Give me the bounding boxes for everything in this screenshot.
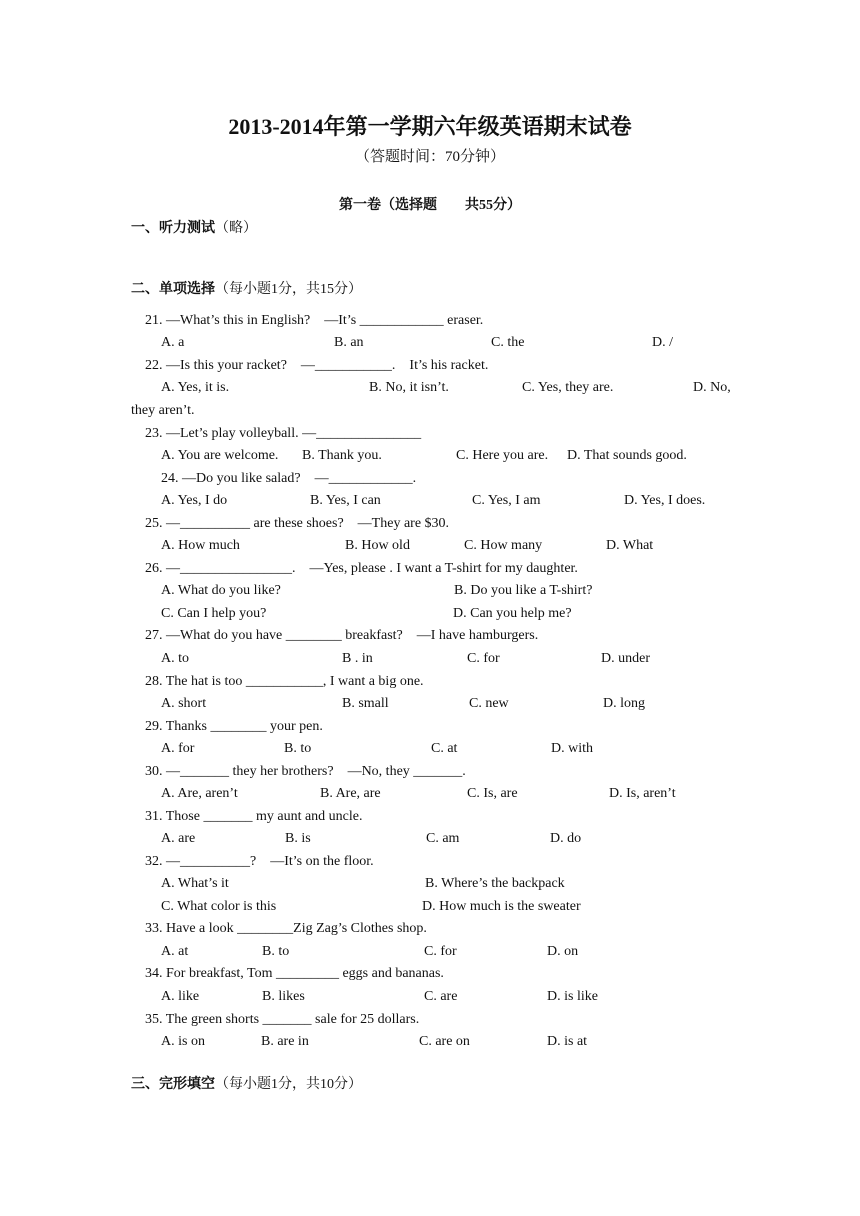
option-b: B. How old <box>345 538 410 553</box>
option-a: A. What do you like? <box>161 583 281 598</box>
option-b: B. Thank you. <box>302 448 382 463</box>
question-stem: 27. —What do you have ________ breakfast? —I have hamburgers. <box>145 628 539 643</box>
option-b: B. to <box>262 944 290 959</box>
option-d: D. is at <box>547 1034 588 1049</box>
option-d: D. That sounds good. <box>567 448 687 463</box>
option-d: D. / <box>652 335 673 350</box>
option-c: C. Is, are <box>467 786 518 801</box>
option-c: C. for <box>424 944 457 959</box>
question-stem: 34. For breakfast, Tom _________ eggs and bananas. <box>145 966 444 981</box>
option-c: C. are <box>424 989 458 1004</box>
option-c: C. are on <box>419 1034 470 1049</box>
question-stem: 21. —What’s this in English? —It’s ____________ eraser. <box>145 313 484 328</box>
option-d: D. under <box>601 651 650 666</box>
question-stem: 26. —________________. —Yes, please . I want a T-shirt for my daughter. <box>145 561 578 576</box>
volume-header: 第一卷（选择题 共55分） <box>339 198 521 213</box>
section-name: 二、单项选择 <box>131 282 215 297</box>
option-a: A. What’s it <box>161 876 229 891</box>
option-c: C. Can I help you? <box>161 606 267 621</box>
option-a: A. Yes, I do <box>161 493 228 508</box>
option-a: A. at <box>161 944 189 959</box>
option-d: D. Is, aren’t <box>609 786 676 801</box>
option-a: A. to <box>161 651 189 666</box>
option-a: A. like <box>161 989 200 1004</box>
section-name: 一、听力测试 <box>131 221 215 236</box>
option-c: C. Here you are. <box>456 448 549 463</box>
question-stem: 28. The hat is too ___________, I want a big one. <box>145 674 424 689</box>
option-a: A. for <box>161 741 195 756</box>
option-d: D. No, <box>693 380 731 395</box>
section-1-header <box>131 222 257 236</box>
option-b: B. to <box>284 741 312 756</box>
option-d: D. How much is the sweater <box>422 899 581 914</box>
question-stem: 24. —Do you like salad? —____________. <box>161 471 417 486</box>
option-b: B. Do you like a T-shirt? <box>454 583 593 598</box>
option-b: B. No, it isn’t. <box>369 380 449 395</box>
option-a: A. You are welcome. <box>161 448 279 463</box>
question-stem: 25. —__________ are these shoes? —They are $30. <box>145 516 450 531</box>
section-name: 三、完形填空 <box>131 1077 215 1092</box>
option-c: C. Yes, they are. <box>522 380 614 395</box>
question-stem: 29. Thanks ________ your pen. <box>145 719 323 734</box>
question-stem: 22. —Is this your racket? —___________. It’s his racket. <box>145 358 489 373</box>
option-a: A. is on <box>161 1034 205 1049</box>
option-a: A. How much <box>161 538 240 553</box>
option-d-wrap: they aren’t. <box>131 403 195 418</box>
section-note: （每小题1分，共10分） <box>215 1077 362 1092</box>
question-stem: 32. —__________? —It’s on the floor. <box>145 854 374 869</box>
option-d: D. on <box>547 944 579 959</box>
option-a: A. Are, aren’t <box>161 786 238 801</box>
option-c: C. Yes, I am <box>472 493 541 508</box>
page-title: 2013-2014年第一学期六年级英语期末试卷 <box>228 114 632 139</box>
option-a: A. short <box>161 696 207 711</box>
option-d: D. do <box>550 831 582 846</box>
option-d: D. with <box>551 741 593 756</box>
option-b: B. an <box>334 335 364 350</box>
option-b: B. Are, are <box>320 786 381 801</box>
question-stem: 33. Have a look ________Zig Zag’s Clothes shop. <box>145 921 427 936</box>
option-c: C. What color is this <box>161 899 277 914</box>
option-b: B. small <box>342 696 389 711</box>
question-stem: 23. —Let’s play volleyball. —_______________ <box>145 426 422 441</box>
page-subtitle: （答题时间：70分钟） <box>354 149 505 165</box>
option-b: B . in <box>342 651 373 666</box>
option-d: D. Can you help me? <box>453 606 572 621</box>
question-stem: 31. Those _______ my aunt and uncle. <box>145 809 363 824</box>
question-stem: 35. The green shorts _______ sale for 25 dollars. <box>145 1012 420 1027</box>
option-a: A. are <box>161 831 196 846</box>
option-a: A. a <box>161 335 185 350</box>
option-b: B. Where’s the backpack <box>425 876 565 891</box>
option-d: D. is like <box>547 989 598 1004</box>
option-c: C. new <box>469 696 509 711</box>
question-stem: 30. —_______ they her brothers? —No, they _______. <box>145 764 466 779</box>
option-c: C. How many <box>464 538 543 553</box>
option-d: D. long <box>603 696 645 711</box>
section-2-header <box>131 283 362 297</box>
option-d: D. Yes, I does. <box>624 493 706 508</box>
option-a: A. Yes, it is. <box>161 380 230 395</box>
option-c: C. at <box>431 741 458 756</box>
section-note: （略） <box>215 221 257 236</box>
option-b: B. Yes, I can <box>310 493 381 508</box>
section-3-header <box>131 1078 362 1092</box>
option-b: B. are in <box>261 1034 309 1049</box>
option-b: B. likes <box>262 989 305 1004</box>
section-note: （每小题1分，共15分） <box>215 282 362 297</box>
option-d: D. What <box>606 538 654 553</box>
option-c: C. the <box>491 335 525 350</box>
option-b: B. is <box>285 831 311 846</box>
option-c: C. am <box>426 831 460 846</box>
option-c: C. for <box>467 651 500 666</box>
